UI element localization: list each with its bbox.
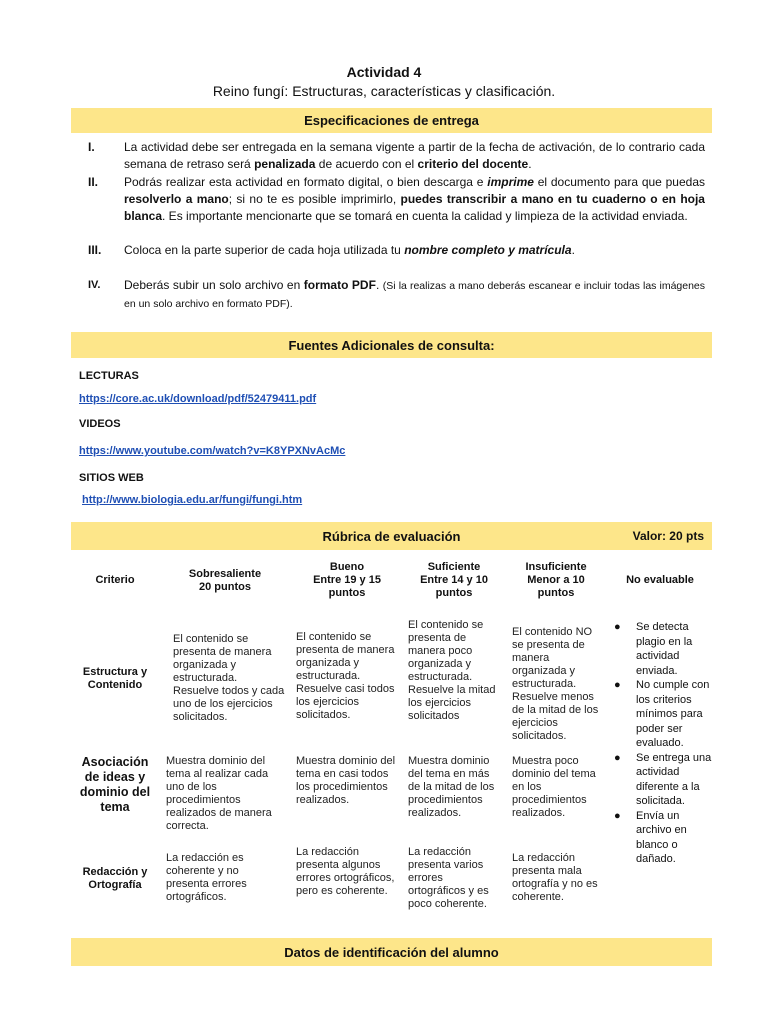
list-item bbox=[612, 678, 712, 751]
bullet-icon: ● bbox=[614, 621, 621, 633]
list-item bbox=[612, 620, 712, 678]
lecturas-label: LECTURAS bbox=[79, 370, 139, 382]
rubric-header-sobresaliente: Sobresaliente 20 puntos bbox=[188, 568, 262, 593]
rubric-cell-suficiente: Muestra dominio del tema en más de la mitad de los procedimientos realizados. bbox=[408, 755, 495, 819]
specs-title: Especificaciones de entrega bbox=[304, 113, 479, 128]
rubric-cell-insuficiente: La redacción presenta mala ortografía y no es coherente. bbox=[512, 852, 598, 903]
spec-emphasis: criterio del docente bbox=[417, 157, 529, 171]
rubric-cell-suficiente: El contenido se presenta de manera poco organizada y estructurada. Resuelve la mitad los ejercicios solicitados bbox=[408, 619, 496, 722]
rubric-cell-sobresaliente: El contenido se presenta de manera organizada y estructurada. Resuelve todos y cada uno de los ejercicios solicitados. bbox=[173, 633, 285, 723]
page-title: Actividad 4 bbox=[346, 64, 422, 80]
spec-text bbox=[124, 174, 705, 225]
rubrica-title: Rúbrica de evaluación bbox=[322, 528, 461, 544]
spec-text-part: . bbox=[375, 278, 383, 292]
list-item bbox=[612, 751, 712, 809]
spec-text-part: La actividad debe ser entregada en la semana vigente a partir de la fecha de activación, de lo contrario cada semana de retraso será bbox=[124, 140, 705, 171]
spec-number: III. bbox=[88, 243, 102, 257]
spec-text bbox=[124, 242, 705, 259]
rubric-cell-insuficiente: Muestra poco dominio del tema en los procedimientos realizados. bbox=[512, 755, 596, 819]
spec-number: II. bbox=[88, 175, 99, 189]
spec-text bbox=[124, 139, 705, 173]
page-subtitle: Reino fungí: Estructuras, características y clasificación. bbox=[212, 83, 556, 99]
list-item-text: Envía un archivo en blanco o dañado. bbox=[636, 809, 687, 865]
rubric-row-criterio: Estructura y Contenido bbox=[82, 666, 148, 691]
fuentes-section-header bbox=[71, 332, 712, 358]
rubric-header-insuficiente: Insuficiente Menor a 10 puntos bbox=[525, 561, 587, 599]
rubric-header-no-evaluable: No evaluable bbox=[626, 574, 694, 586]
rubric-cell-bueno: La redacción presenta algunos errores ortográficos, pero es coherente. bbox=[296, 846, 395, 897]
spec-text-part: Deberás subir un solo archivo en bbox=[124, 278, 304, 292]
spec-text-part: . bbox=[528, 157, 532, 171]
list-item-text: Se detecta plagio en la actividad enviada. bbox=[636, 621, 693, 677]
spec-text-part: . bbox=[571, 243, 575, 257]
rubric-header-suficiente: Suficiente Entre 14 y 10 puntos bbox=[420, 561, 488, 599]
rubrica-section-header bbox=[71, 522, 712, 550]
datos-section-header bbox=[71, 938, 712, 966]
bullet-icon: ● bbox=[614, 809, 621, 822]
bullet-icon: ● bbox=[614, 751, 621, 764]
list-item-text: Se entrega una actividad diferente a la solicitada. bbox=[636, 751, 712, 807]
spec-text-part: el documento para que puedas bbox=[533, 175, 705, 189]
videos-label: VIDEOS bbox=[79, 418, 121, 430]
spec-text-part: Podrás realizar esta actividad en formato digital, o bien descarga e bbox=[124, 175, 488, 189]
rubric-cell-sobresaliente: Muestra dominio del tema al realizar cada uno de los procedimientos realizados de manera correcta. bbox=[166, 755, 272, 832]
spec-number: IV. bbox=[88, 279, 101, 291]
bullet-icon: ● bbox=[614, 679, 621, 691]
spec-emphasis: formato PDF bbox=[303, 278, 376, 292]
spec-emphasis: penalizada bbox=[254, 157, 316, 171]
spec-emphasis: imprime bbox=[487, 175, 534, 189]
rubric-header-criterio: Criterio bbox=[95, 574, 135, 586]
rubric-row-criterio: Asociación de ideas y dominio del tema bbox=[79, 755, 151, 814]
spec-emphasis: puedes transcribir a mano en tu cuaderno o en hoja blanca bbox=[124, 192, 705, 223]
spec-text bbox=[124, 277, 705, 313]
datos-title: Datos de identificación del alumno bbox=[284, 944, 499, 960]
rubrica-valor: Valor: 20 pts bbox=[632, 529, 704, 543]
spec-text-part: ; si no te es posible imprimirlo, bbox=[228, 192, 401, 206]
rubric-cell-suficiente: La redacción presenta varios errores ortográficos y es poco coherente. bbox=[408, 846, 489, 910]
rubric-header-bueno: Bueno Entre 19 y 15 puntos bbox=[313, 561, 381, 599]
spec-note: (Si la realizas a mano deberás escanear e incluir todas las imágenes en un solo archivo en formato PDF). bbox=[124, 280, 706, 310]
videos-link[interactable]: https://www.youtube.com/watch?v=K8YPXNvAcMc bbox=[79, 445, 346, 457]
spec-text-part: Coloca en la parte superior de cada hoja utilizada tu bbox=[124, 243, 405, 257]
sitios-web-link[interactable]: http://www.biologia.edu.ar/fungi/fungi.htm bbox=[82, 494, 303, 506]
fuentes-title: Fuentes Adicionales de consulta: bbox=[288, 337, 495, 353]
spec-emphasis: nombre completo y matrícula bbox=[404, 243, 572, 257]
sitios-web-label: SITIOS WEB bbox=[79, 472, 144, 484]
no-evaluable-list bbox=[612, 620, 712, 867]
rubric-cell-bueno: Muestra dominio del tema en casi todos los procedimientos realizados. bbox=[296, 755, 396, 806]
list-item-text: No cumple con los criterios mínimos para poder ser evaluado. bbox=[636, 679, 710, 749]
spec-text-part: de acuerdo con el bbox=[315, 157, 418, 171]
lecturas-link[interactable]: https://core.ac.uk/download/pdf/52479411.pdf bbox=[79, 393, 317, 405]
rubric-row-criterio: Redacción y Ortografía bbox=[82, 866, 148, 891]
spec-text-part: . Es importante mencionarte que se tomará en cuenta la calidad y limpieza de la actividad enviada. bbox=[162, 209, 688, 223]
rubric-cell-bueno: El contenido se presenta de manera organizada y estructurada. Resuelve casi todos los ejercicios solicitados. bbox=[296, 631, 395, 721]
spec-number: I. bbox=[88, 140, 95, 154]
specs-section-header bbox=[71, 108, 712, 133]
spec-emphasis: resolverlo a mano bbox=[124, 192, 229, 206]
rubric-cell-insuficiente: El contenido NO se presenta de manera organizada y estructurada. Resuelve menos de la mitad de los ejercicios solicitados. bbox=[512, 626, 599, 742]
list-item bbox=[612, 809, 712, 867]
rubric-cell-sobresaliente: La redacción es coherente y no presenta errores ortográficos. bbox=[166, 852, 247, 903]
